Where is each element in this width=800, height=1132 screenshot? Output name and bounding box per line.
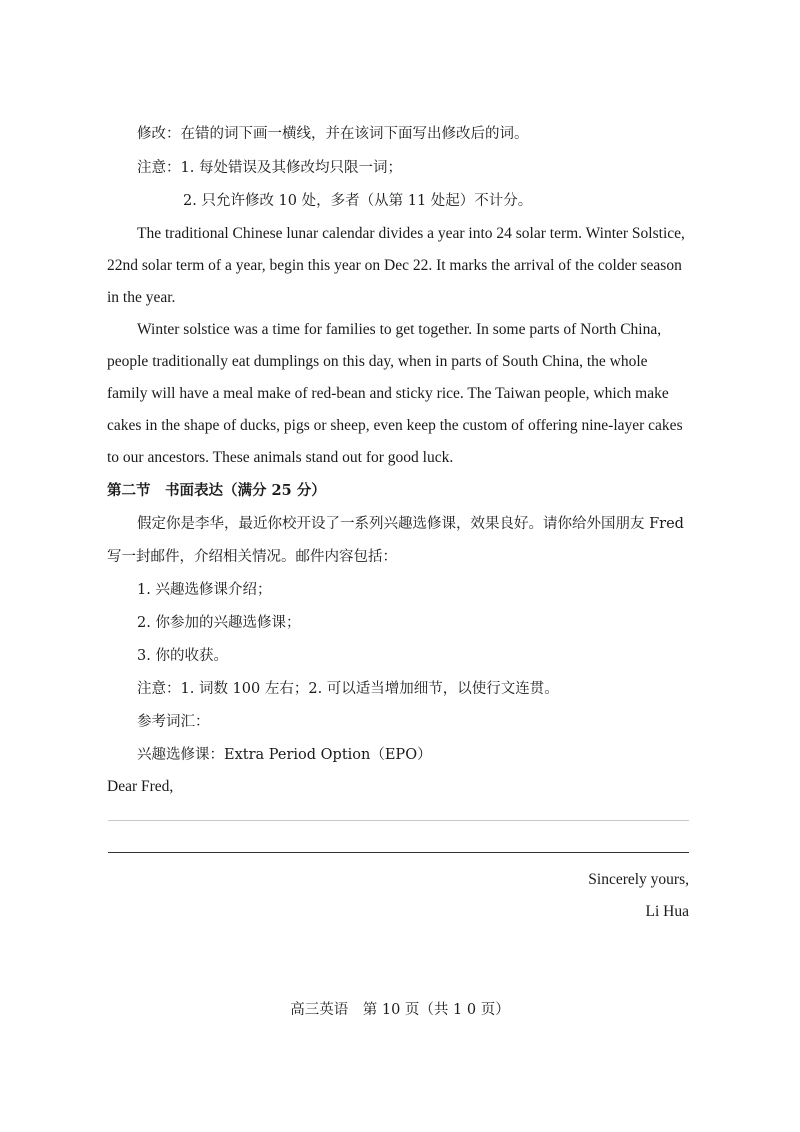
passage-p2-line-3: family will have a meal make of red-bean and sticky rice. The Taiwan people, which make	[107, 385, 669, 402]
letter-signature: Li Hua	[645, 903, 689, 920]
instruction-modify: 修改：在错的词下画一横线，并在该词下面写出修改后的词。	[137, 126, 529, 142]
vocab-label: 参考词汇：	[137, 714, 210, 730]
writing-line-1	[108, 820, 689, 821]
prompt-item-2: 2. 你参加的兴趣选修课；	[137, 615, 301, 631]
page-footer: 高三英语 第 10 页（共 1 0 页）	[290, 1002, 510, 1018]
prompt-note: 注意：1. 词数 100 左右；2. 可以适当增加细节，以使行文连贯。	[137, 681, 559, 697]
writing-line-2	[108, 852, 689, 853]
instruction-note-1: 注意：1. 每处错误及其修改均只限一词；	[137, 160, 402, 176]
letter-greeting: Dear Fred,	[107, 778, 174, 795]
instruction-note-2: 2. 只允许修改 10 处，多者（从第 11 处起）不计分。	[183, 193, 533, 209]
letter-closing: Sincerely yours,	[588, 871, 689, 888]
passage-p2-line-2: people traditionally eat dumplings on this day, when in parts of South China, the whole	[107, 353, 648, 370]
passage-p1-line-2: 22nd solar term of a year, begin this year on Dec 22. It marks the arrival of the colder season	[107, 257, 682, 274]
section-heading: 第二节 书面表达（满分 25 分）	[107, 482, 326, 499]
prompt-line-1: 假定你是李华，最近你校开设了一系列兴趣选修课，效果良好。请你给外国朋友 Fred	[137, 516, 684, 532]
passage-p1-line-1: The traditional Chinese lunar calendar divides a year into 24 solar term. Winter Solstice,	[137, 225, 685, 242]
prompt-item-3: 3. 你的收获。	[137, 648, 228, 664]
passage-p2-line-4: cakes in the shape of ducks, pigs or sheep, even keep the custom of offering nine-layer cakes	[107, 417, 683, 434]
prompt-item-1: 1. 兴趣选修课介绍；	[137, 582, 272, 598]
passage-p1-line-3: in the year.	[107, 289, 176, 306]
prompt-line-2: 写一封邮件，介绍相关情况。邮件内容包括：	[107, 549, 397, 565]
passage-p2-line-5: to our ancestors. These animals stand out for good luck.	[107, 449, 454, 466]
vocab-entry: 兴趣选修课：Extra Period Option（EPO）	[137, 747, 432, 763]
passage-p2-line-1: Winter solstice was a time for families to get together. In some parts of North China,	[137, 321, 662, 338]
